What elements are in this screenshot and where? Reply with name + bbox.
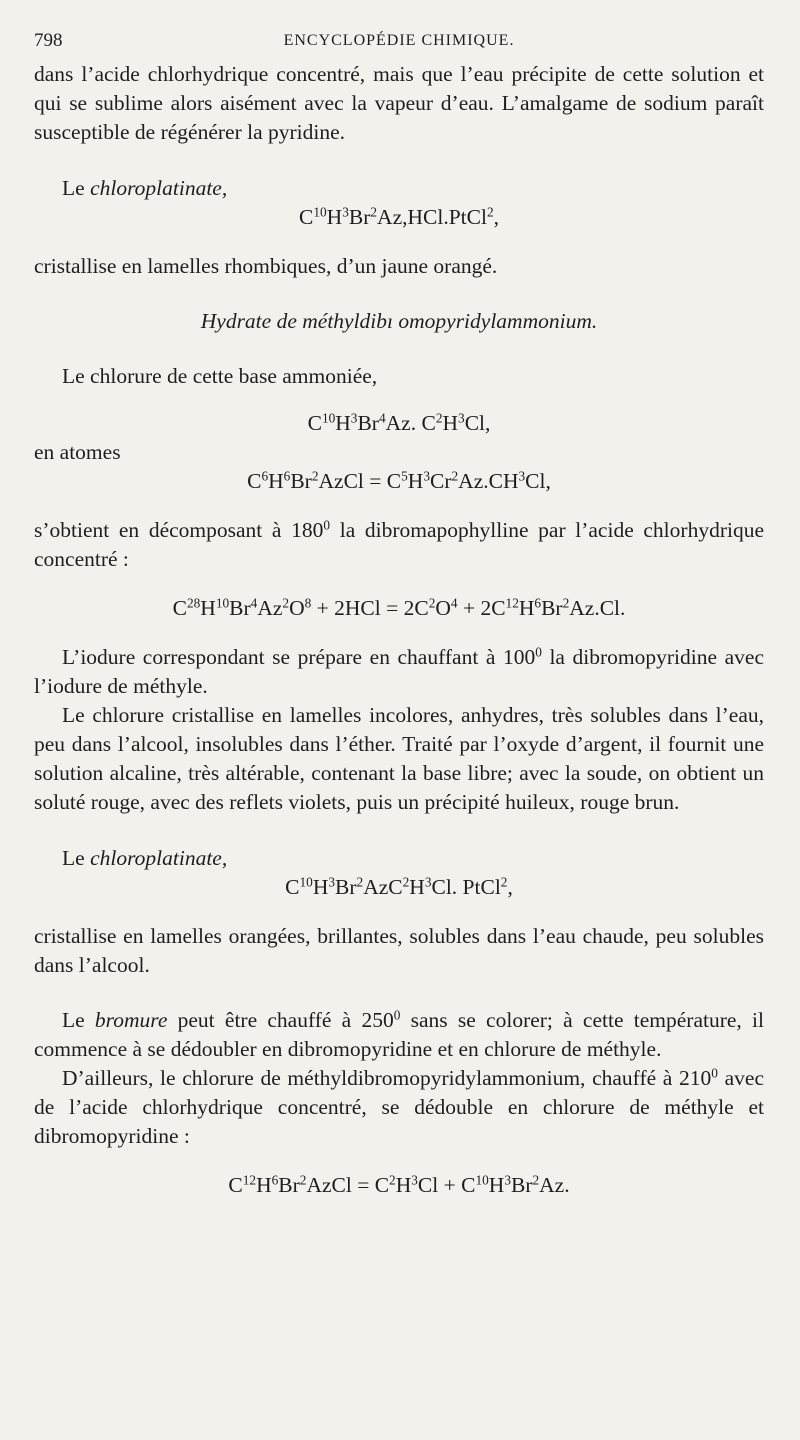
page-number: 798 xyxy=(34,30,63,51)
paragraph: Le chlorure cristallise en lamelles incolores, anhydres, très solubles dans l’eau, peu dans l’alcool, insolubles dans l’éther. Traité par l’oxyde d’argent, il fournit une solution alcaline, très altérable, contenant la base libre; avec la soude, on obtient un soluté rouge, avec des reflets violets, puis un précipité huileux, rouge brun. xyxy=(34,703,764,814)
page-body xyxy=(34,60,764,1200)
formula: $C^{10}H^3Br^2Az,HCl.PtCl^2$, xyxy=(299,204,499,229)
page-header xyxy=(34,30,764,60)
lead-text: Le xyxy=(62,1008,95,1032)
paragraph: cristallise en lamelles orangées, brillantes, solubles dans l’eau chaude, peu solubles dans l’alcool. xyxy=(34,924,764,977)
formula: $C^6H^6Br^2AzCl = C^5H^3Cr^2Az.CH^3Cl$, xyxy=(247,468,551,493)
paragraph: Le chlorure de cette base ammoniée, xyxy=(62,364,378,388)
paragraph: D’ailleurs, le chlorure de méthyldibromopyridylammonium, chauffé à $210^0$ avec de l’acide chlorhydrique concentré, se dédouble en chlorure de méthyle et dibromopyridine : xyxy=(34,1065,764,1148)
paragraph-rest: peut être chauffé à $250^0$ sans se colorer; à cette température, il commence à se dédoubler en dibromopyridine et en chlorure de méthyle. xyxy=(34,1007,764,1061)
paragraph: s’obtient en décomposant à $180^0$ la dibromapophylline par l’acide chlorhydrique concentré : xyxy=(34,517,764,571)
paragraph: en atomes xyxy=(34,440,121,464)
paragraph: L’iodure correspondant se prépare en chauffant à $100^0$ la dibromopyridine avec l’iodure de méthyle. xyxy=(34,644,764,698)
italic-term: bromure xyxy=(94,1008,168,1032)
paragraph: dans l’acide chlorhydrique concentré, mais que l’eau précipite de cette solution et qui se sublime alors aisément avec la vapeur d’eau. L’amalgame de sodium paraît susceptible de régénérer la pyridine. xyxy=(34,62,764,144)
formula: $C^{10}H^3Br^4Az$. $C^2H^3Cl$, xyxy=(307,410,491,435)
lead-text: Le xyxy=(62,846,91,870)
paragraph-chloroplatinate-intro xyxy=(34,174,764,203)
section-title: Hydrate de méthyldibı omopyridylammonium. xyxy=(200,309,598,333)
italic-term: chloroplatinate, xyxy=(90,176,228,200)
running-title: ENCYCLOPÉDIE CHIMIQUE. xyxy=(283,32,515,49)
italic-term: chloroplatinate, xyxy=(90,846,228,870)
formula: $C^{28}H^{10}Br^4Az^2O^8 + 2HCl = 2C^2O^4 + 2C^{12}H^6Br^2Az.Cl$. xyxy=(172,595,626,620)
paragraph-bromure xyxy=(34,1006,764,1064)
paragraph-chloroplatinate-intro xyxy=(34,844,764,873)
formula: $C^{10}H^3Br^2AzC^2H^3Cl$. PtCl$^2$, xyxy=(285,874,513,899)
formula: $C^{12}H^6Br^2AzCl = C^2H^3Cl + C^{10}H^3Br^2Az$. xyxy=(228,1172,570,1197)
paragraph: cristallise en lamelles rhombiques, d’un jaune orangé. xyxy=(34,254,498,278)
lead-text: Le xyxy=(62,176,91,200)
